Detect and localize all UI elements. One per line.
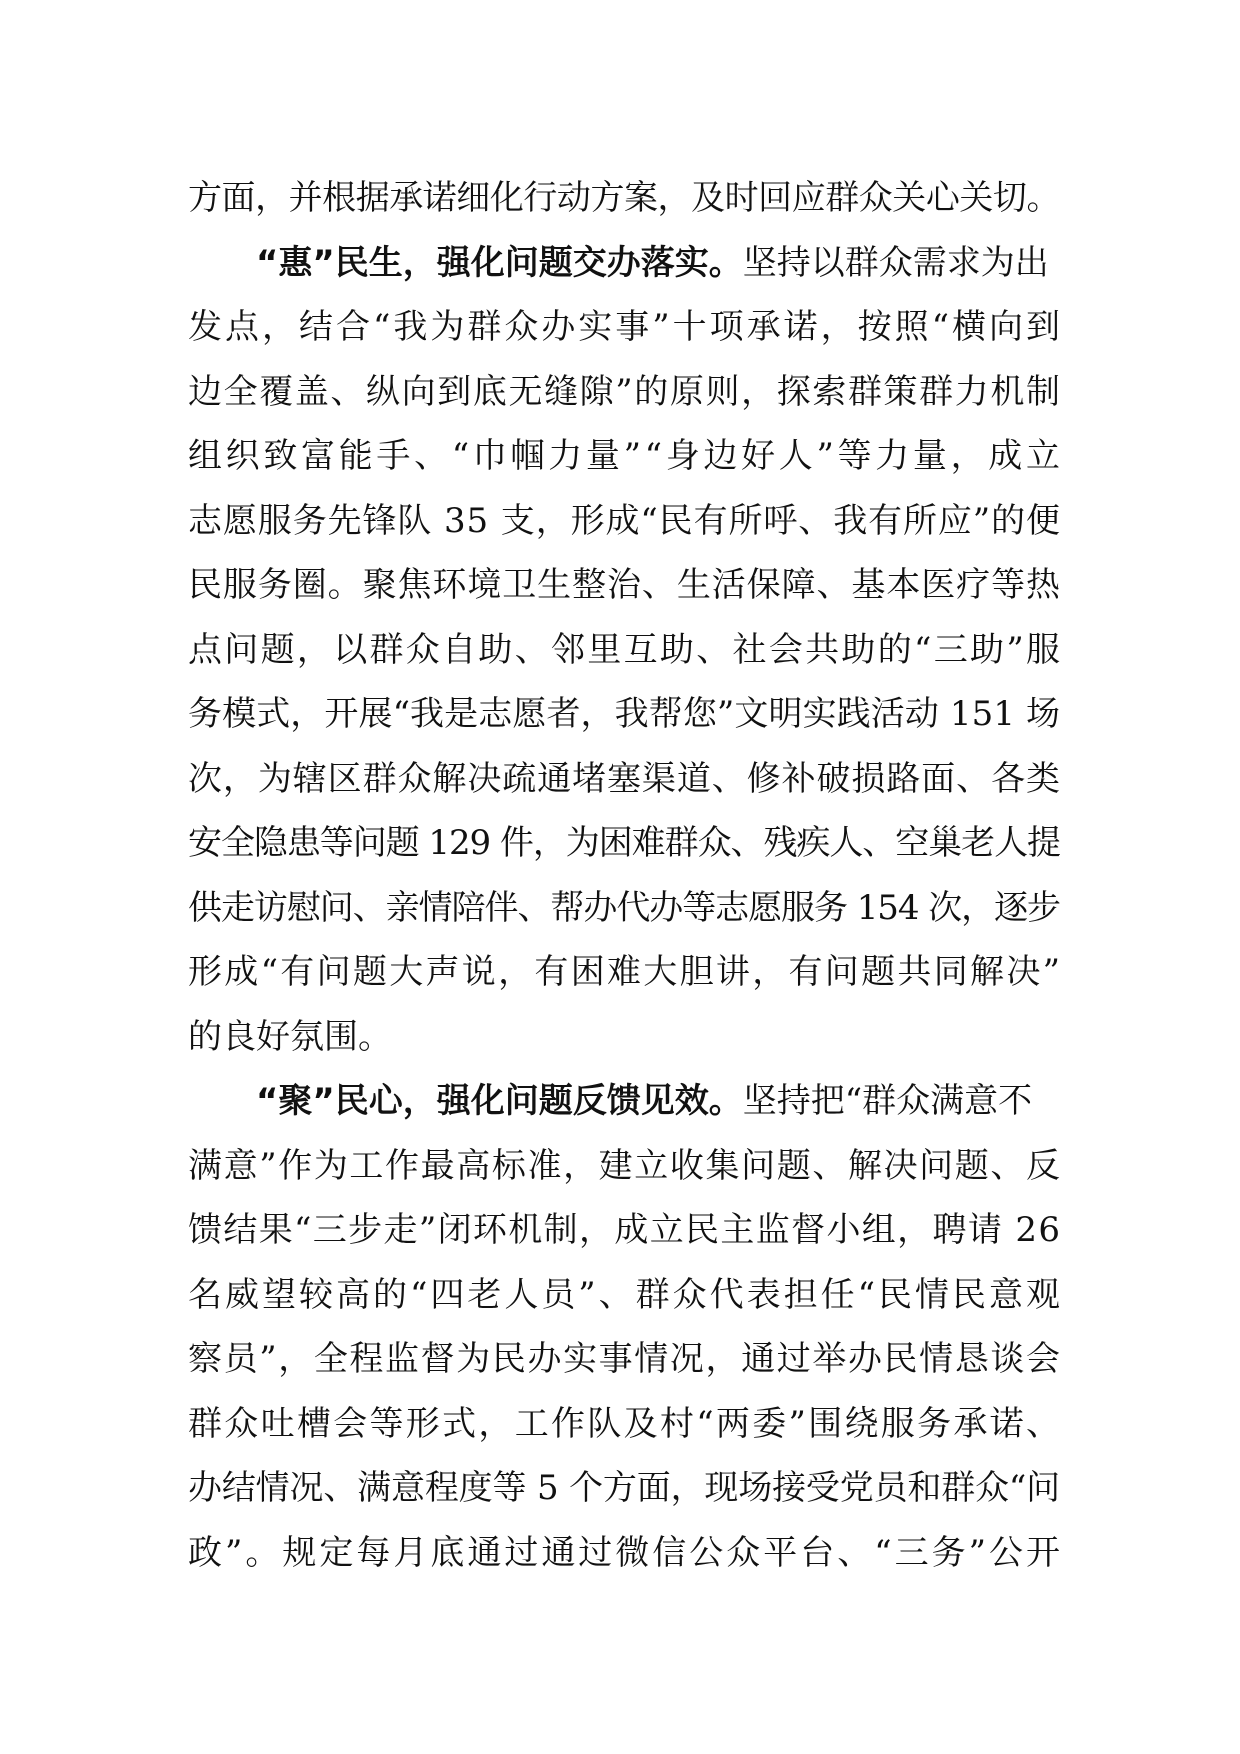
line-text: 形成“有问题大声说，有困难大胆讲，有问题共同解决” <box>188 952 1063 992</box>
text-line <box>188 424 1064 489</box>
text-line <box>188 1327 1060 1392</box>
text-line <box>188 747 1060 812</box>
text-line <box>188 553 1060 618</box>
line-text: 组织致富能手、“巾帼力量”“身边好人”等力量，成立 <box>188 436 1064 476</box>
text-line <box>188 1456 1060 1521</box>
line-text: 坚持以群众需求为出 <box>742 242 1049 283</box>
text-line <box>188 940 1063 1005</box>
line-text: 安全隐患等问题 129 件，为困难群众、残疾人、空巢老人提 <box>188 823 1060 863</box>
text-line <box>188 166 1060 231</box>
text-line <box>188 295 1063 360</box>
paragraph-lead-heading: “聚”民心，强化问题反馈见效。 <box>256 1081 743 1121</box>
line-text: 民服务圈。聚焦环境卫生整治、生活保障、基本医疗等热 <box>188 565 1061 605</box>
text-line <box>188 1263 1063 1328</box>
text-line <box>188 1005 1060 1070</box>
paragraph-lead-heading: “惠”民生，强化问题交办落实。 <box>256 242 743 283</box>
line-text: 方面，并根据承诺细化行动方案，及时回应群众关心关切。 <box>188 178 1060 218</box>
text-line <box>188 489 1060 554</box>
line-text: 务模式，开展“我是志愿者，我帮您”文明实践活动 151 场 <box>188 694 1061 734</box>
line-text: 察员”，全程监督为民办实事情况，通过举办民情恳谈会 <box>188 1339 1062 1379</box>
text-line <box>188 360 1060 425</box>
text-line <box>188 1069 1060 1134</box>
text-line <box>188 1521 1063 1586</box>
line-text: 坚持把“群众满意不 <box>742 1081 1033 1121</box>
text-line <box>188 1198 1060 1263</box>
line-text: 志愿服务先锋队 35 支，形成“民有所呼、我有所应”的便 <box>188 500 1061 541</box>
line-text: 馈结果“三步走”闭环机制，成立民主监督小组，聘请 26 <box>188 1210 1062 1250</box>
line-text: 点问题，以群众自助、邻里互助、社会共助的“三助”服 <box>188 629 1063 670</box>
text-line <box>188 231 1060 296</box>
line-text: 发点，结合“我为群众办实事”十项承诺，按照“横向到 <box>188 307 1063 347</box>
line-text: 政”。规定每月底通过通过微信公众平台、“三务”公开 <box>188 1532 1063 1573</box>
text-line <box>188 1134 1060 1199</box>
text-line <box>188 1392 1063 1457</box>
line-text: 办结情况、满意程度等 5 个方面，现场接受党员和群众“问 <box>188 1468 1060 1508</box>
line-text: 的良好氛围。 <box>188 1016 392 1057</box>
text-line <box>188 811 1060 876</box>
line-text: 次，为辖区群众解决疏通堵塞渠道、修补破损路面、各类 <box>188 758 1061 799</box>
line-text: 群众吐槽会等形式，工作队及村“两委”围绕服务承诺、 <box>188 1403 1063 1444</box>
document-body <box>188 166 1064 1585</box>
text-line <box>188 682 1060 747</box>
line-text: 名威望较高的“四老人员”、群众代表担任“民情民意观 <box>188 1274 1063 1315</box>
text-line <box>188 618 1063 683</box>
text-line <box>188 876 1060 941</box>
line-text: 满意”作为工作最高标准，建立收集问题、解决问题、反 <box>188 1145 1062 1186</box>
line-text: 供走访慰问、亲情陪伴、帮办代办等志愿服务 154 次，逐步 <box>188 887 1060 928</box>
line-text: 边全覆盖、纵向到底无缝隙”的原则，探索群策群力机制 <box>188 371 1062 412</box>
